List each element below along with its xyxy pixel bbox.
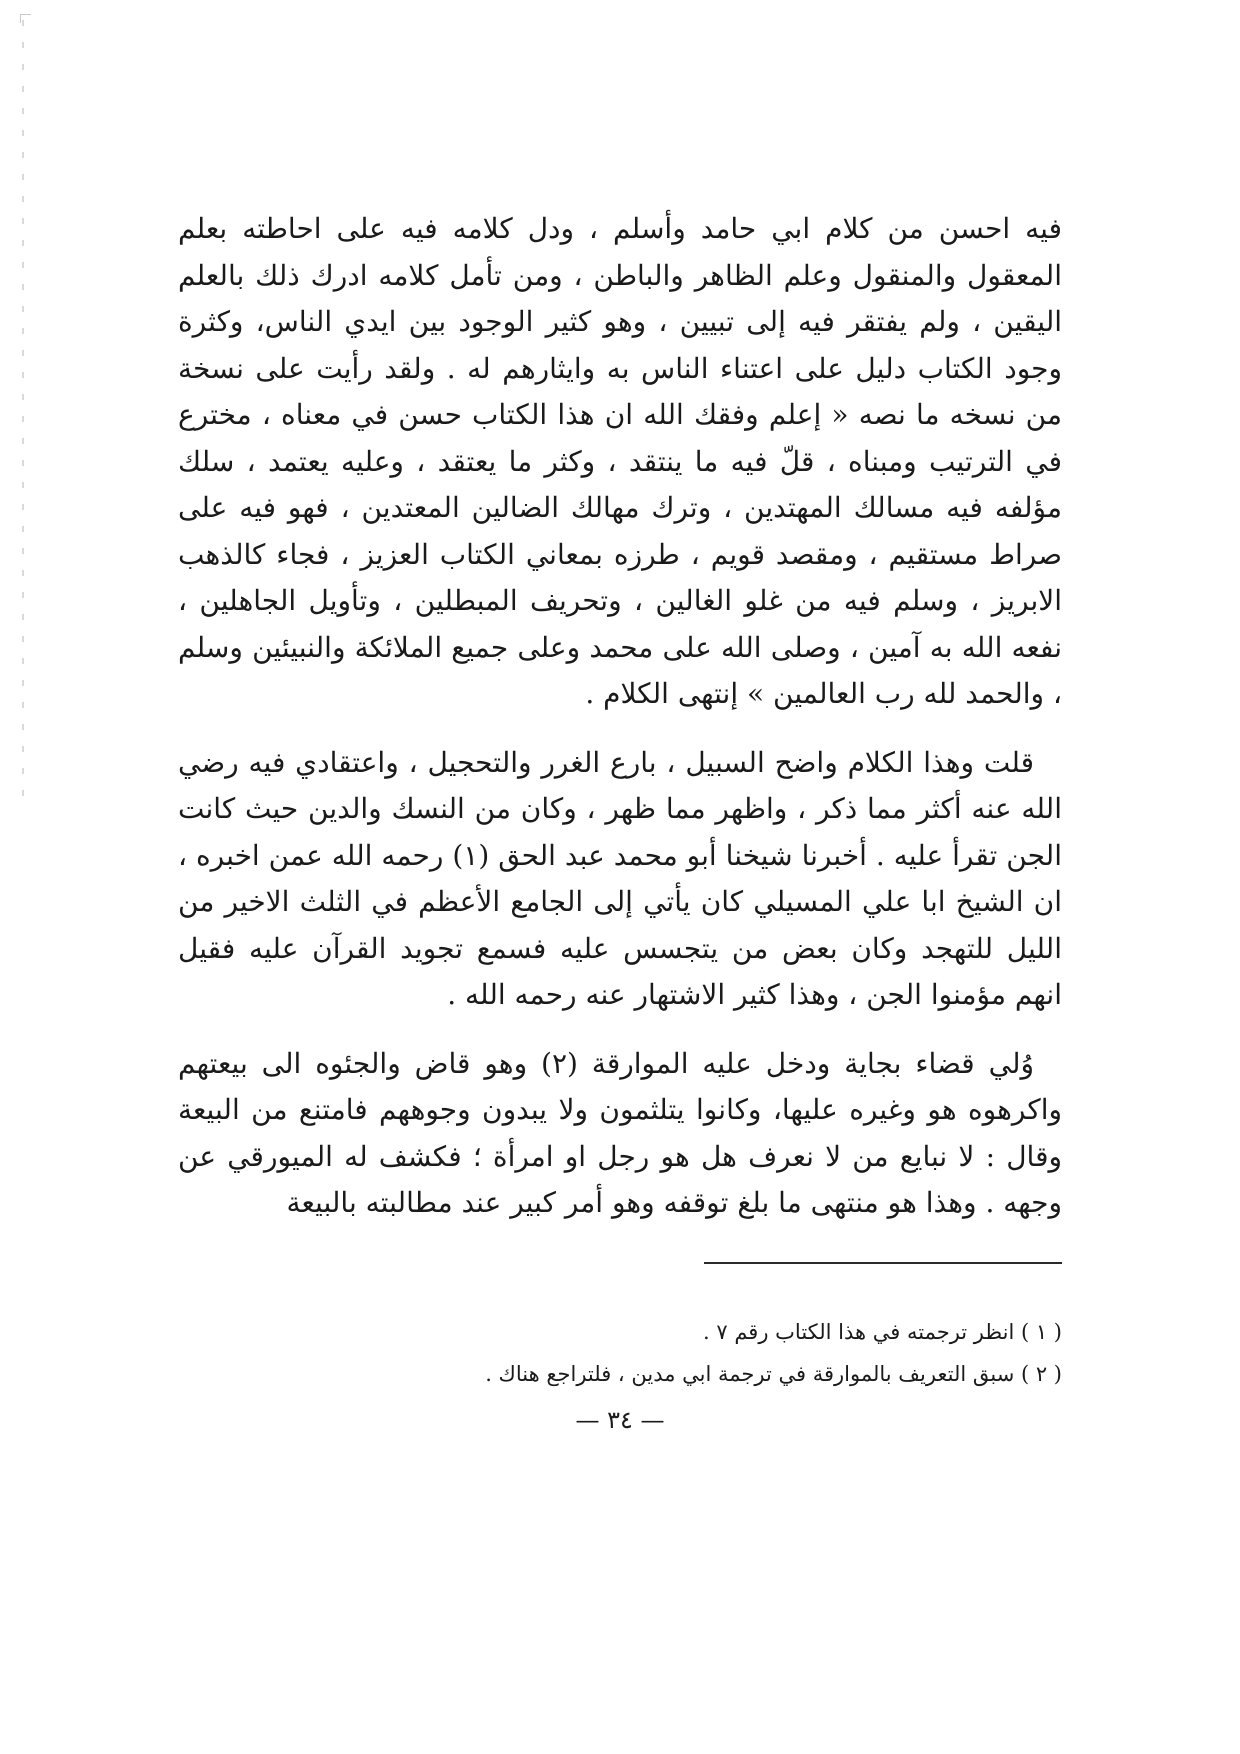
scan-edge-mark	[22, 20, 24, 800]
footnote-1: ( ١ ) انظر ترجمته في هذا الكتاب رقم ٧ .	[703, 1320, 1062, 1344]
footnote-2: ( ٢ ) سبق التعريف بالموارقة في ترجمة ابي مدين ، فلتراجع هناك .	[485, 1362, 1062, 1386]
footnote-divider	[704, 1262, 1062, 1264]
main-text	[178, 206, 1062, 1227]
paragraph-3: وُلي قضاء بجاية ودخل عليه الموارقة (٢) وهو قاض والجئوه الى بيعتهم واكرهوه هو وغيره عليها، وكانوا يتلثمون ولا يبدون وجوههم فامتنع من البيعة وقال : لا نبايع من لا نعرف هل هو رجل او امرأة ؛ فكشف له الميورقي عن وجهه . وهذا هو منتهى ما بلغ توقفه وهو أمر كبير عند مطالبته بالبيعة	[178, 1046, 1062, 1219]
paragraph-2: قلت وهذا الكلام واضح السبيل ، بارع الغرر والتحجيل ، واعتقادي فيه رضي الله عنه أكثر مما ذكر ، واظهر مما ظهر ، وكان من النسك والدين حيث كانت الجن تقرأ عليه . أخبرنا شيخنا أبو محمد عبد الحق (١) رحمه الله عمن اخبره ، ان الشيخ ابا علي المسيلي كان يأتي إلى الجامع الأعظم في الثلث الاخير من الليل للتهجد وكان بعض من يتجسس عليه فسمع تجويد القرآن عليه فقيل انهم مؤمنوا الجن ، وهذا كثير الاشتهار عنه رحمه الله .	[178, 745, 1062, 1011]
footnotes	[485, 1318, 1062, 1402]
page-number: — ٣٤ —	[575, 1406, 665, 1434]
paragraph-1: فيه احسن من كلام ابي حامد وأسلم ، ودل كلامه فيه على احاطته بعلم المعقول والمنقول وعلم الظاهر والباطن ، ومن تأمل كلامه ادرك ذلك بالعلم اليقين ، ولم يفتقر فيه إلى تبيين ، وهو كثير الوجود بين ايدي الناس، وكثرة وجود الكتاب دليل على اعتناء الناس به وايثارهم له . ولقد رأيت على نسخة من نسخه ما نصه « إعلم وفقك الله ان هذا الكتاب حسن في معناه ، مخترع في الترتيب ومبناه ، قلّ فيه ما ينتقد ، وكثر ما يعتقد ، وعليه يعتمد ، سلك مؤلفه فيه مسالك المهتدين ، وترك مهالك الضالين المعتدين ، فهو فيه على صراط مستقيم ، ومقصد قويم ، طرزه بمعاني الكتاب العزيز ، فجاء كالذهب الابريز ، وسلم فيه من غلو الغالين ، وتحريف المبطلين ، وتأويل الجاهلين ، نفعه الله به آمين ، وصلى الله على محمد وعلى جميع الملائكة والنبيئين وسلم ، والحمد لله رب العالمين » إنتهى الكلام .	[178, 212, 1063, 710]
